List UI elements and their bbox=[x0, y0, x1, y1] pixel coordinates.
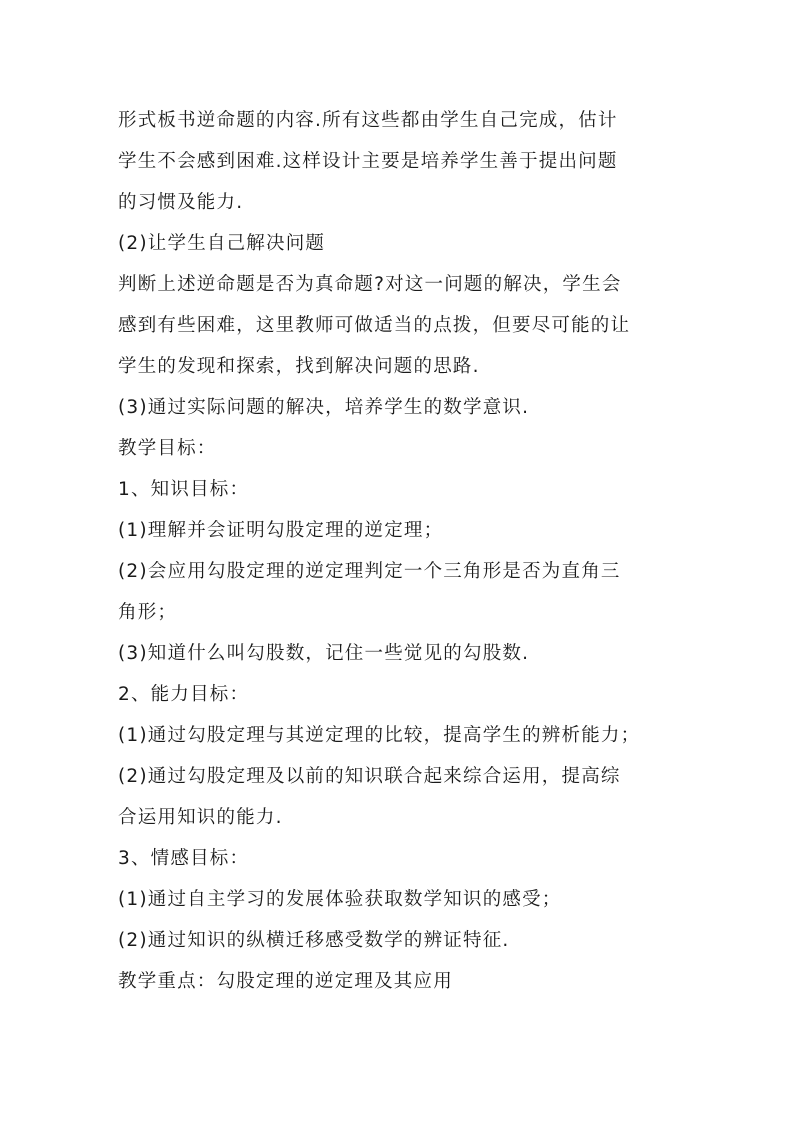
text-line: 合运用知识的能力. bbox=[118, 807, 283, 828]
subsection-heading: 1、知识目标： bbox=[118, 479, 250, 500]
list-item: (1)理解并会证明勾股定理的逆定理； bbox=[118, 520, 444, 541]
text-line: 判断上述逆命题是否为真命题?对这一问题的解决，学生会 bbox=[118, 274, 622, 295]
section-heading: (2)让学生自己解决问题 bbox=[118, 233, 326, 254]
list-item: (2)会应用勾股定理的逆定理判定一个三角形是否为直角三 bbox=[118, 561, 621, 582]
section-heading: 教学重点：勾股定理的逆定理及其应用 bbox=[118, 971, 453, 992]
text-line: 感到有些困难，这里教师可做适当的点拨，但要尽可能的让 bbox=[118, 315, 631, 336]
section-heading: 教学目标： bbox=[118, 438, 217, 459]
list-item: (3)知道什么叫勾股数，记住一些觉见的勾股数. bbox=[118, 643, 530, 664]
text-line: 角形； bbox=[118, 602, 178, 623]
document-body bbox=[118, 100, 678, 1002]
list-item: (1)通过勾股定理与其逆定理的比较，提高学生的辨析能力； bbox=[118, 725, 641, 746]
list-item: (1)通过自主学习的发展体验获取数学知识的感受； bbox=[118, 889, 562, 910]
list-item: (2)通过知识的纵横迁移感受数学的辨证特征. bbox=[118, 930, 510, 951]
text-line: 形式板书逆命题的内容.所有这些都由学生自己完成，估计 bbox=[118, 110, 618, 131]
list-item: (2)通过勾股定理及以前的知识联合起来综合运用，提高综 bbox=[118, 766, 621, 787]
subsection-heading: 3、情感目标： bbox=[118, 848, 250, 869]
text-line: 学生不会感到困难.这样设计主要是培养学生善于提出问题 bbox=[118, 151, 618, 172]
text-line: 学生的发现和探索，找到解决问题的思路. bbox=[118, 356, 480, 377]
subsection-heading: 2、能力目标： bbox=[118, 684, 250, 705]
text-line: 的习惯及能力. bbox=[118, 192, 244, 213]
section-heading: (3)通过实际问题的解决，培养学生的数学意识. bbox=[118, 397, 530, 418]
